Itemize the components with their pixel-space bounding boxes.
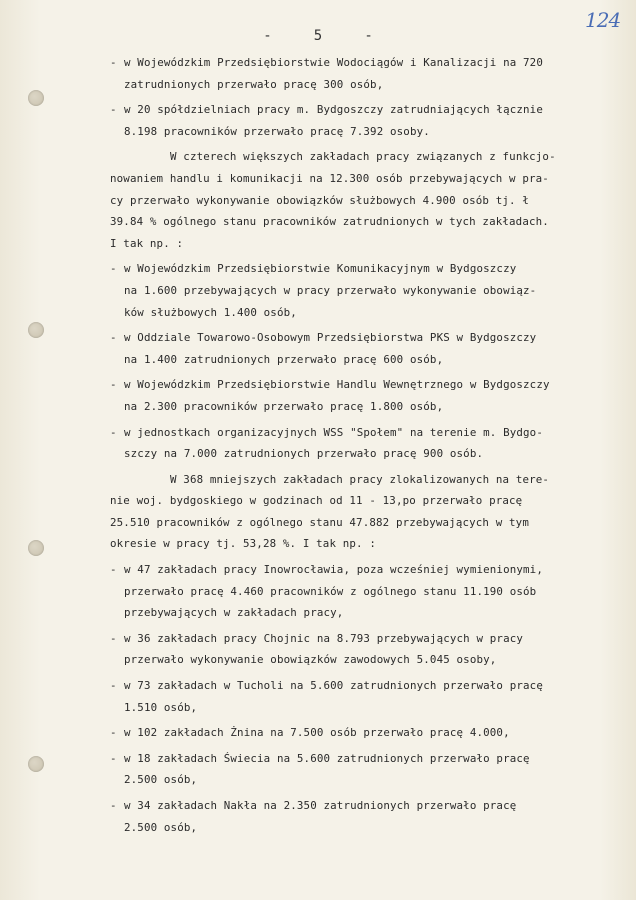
- bullet-dash: -: [110, 751, 117, 765]
- list-item: [110, 52, 630, 95]
- bullet-dash: -: [110, 679, 117, 693]
- text-line: na 1.600 przebywających w pracy przerwało wykonywanie obowiąz-: [124, 283, 537, 297]
- text-line: na 2.300 pracowników przerwało pracę 1.800 osób,: [124, 399, 444, 413]
- list-item: [110, 99, 630, 142]
- text-line: w 36 zakładach pracy Chojnic na 8.793 przebywających w pracy: [124, 631, 524, 645]
- bullet-dash: -: [110, 103, 117, 117]
- text-line: w Wojewódzkim Przedsiębiorstwie Wodociągów i Kanalizacji na 720: [124, 56, 543, 69]
- punch-hole: [28, 322, 44, 338]
- text-line: w 18 zakładach Świecia na 5.600 zatrudnionych przerwało pracę: [124, 751, 530, 765]
- text-line: przebywających w zakładach pracy,: [124, 606, 344, 620]
- list-item: [110, 628, 630, 671]
- document-body: [110, 52, 630, 838]
- text-line: 39.84 % ogólnego stanu pracowników zatrudnionych w tych zakładach.: [110, 215, 549, 229]
- list-item: [110, 748, 630, 791]
- text-line: cy przerwało wykonywanie obowiązków służbowych 4.900 osób tj. ł: [110, 193, 529, 207]
- page-number-dash-left: -: [263, 28, 272, 44]
- text-line: 2.500 osób,: [124, 820, 198, 834]
- text-line: okresie w pracy tj. 53,28 %. I tak np. :: [110, 537, 377, 551]
- text-line: w Oddziale Towarowo-Osobowym Przedsiębiorstwa PKS w Bydgoszczy: [124, 331, 537, 345]
- bullet-dash: -: [110, 262, 117, 276]
- paragraph: [110, 146, 630, 254]
- list-item: [110, 722, 630, 744]
- punch-hole: [28, 756, 44, 772]
- text-line: w 47 zakładach pracy Inowrocławia, poza wcześniej wymienionymi,: [124, 563, 543, 577]
- bullet-dash: -: [110, 631, 117, 645]
- text-line: 25.510 pracowników z ogólnego stanu 47.882 przebywających w tym: [110, 515, 529, 529]
- bullet-dash: -: [110, 726, 117, 740]
- text-line: nie woj. bydgoskiego w godzinach od 11 - 13,po przerwało pracę: [110, 494, 523, 508]
- list-item: [110, 795, 630, 838]
- page-number: 5: [313, 28, 323, 44]
- text-line: szczy na 7.000 zatrudnionych przerwało pracę 900 osób.: [124, 447, 484, 461]
- bullet-dash: -: [110, 425, 117, 439]
- list-item: [110, 327, 630, 370]
- bullet-dash: -: [110, 56, 117, 69]
- page-number-line: [0, 28, 636, 44]
- punch-hole: [28, 540, 44, 556]
- text-line: 2.500 osób,: [124, 773, 198, 787]
- text-line: w Wojewódzkim Przedsiębiorstwie Komunikacyjnym w Bydgoszczy: [124, 262, 517, 276]
- text-line: na 1.400 zatrudnionych przerwało pracę 600 osób,: [124, 352, 444, 366]
- list-item: [110, 559, 630, 624]
- text-line: w jednostkach organizacyjnych WSS "Społem" na terenie m. Bydgo-: [124, 425, 543, 439]
- bullet-dash: -: [110, 563, 117, 577]
- text-line: W czterech większych zakładach pracy związanych z funkcjo-: [170, 150, 556, 164]
- paragraph: [110, 469, 630, 555]
- bullet-dash: -: [110, 378, 117, 392]
- text-line: przerwało wykonywanie obowiązków zawodowych 5.045 osoby,: [124, 653, 497, 667]
- archive-number: 124: [585, 8, 621, 32]
- text-line: ków służbowych 1.400 osób,: [124, 305, 297, 319]
- list-item: [110, 374, 630, 417]
- text-line: w 73 zakładach w Tucholi na 5.600 zatrudnionych przerwało pracę: [124, 679, 543, 693]
- text-line: przerwało pracę 4.460 pracowników z ogólnego stanu 11.190 osób: [124, 584, 537, 598]
- text-line: w 102 zakładach Żnina na 7.500 osób przerwało pracę 4.000,: [124, 726, 510, 740]
- text-line: I tak np. :: [110, 236, 184, 250]
- text-line: w Wojewódzkim Przedsiębiorstwie Handlu Wewnętrznego w Bydgoszczy: [124, 378, 550, 392]
- text-line: nowaniem handlu i komunikacji na 12.300 osób przebywających w pra-: [110, 171, 549, 185]
- list-item: [110, 258, 630, 323]
- list-item: [110, 422, 630, 465]
- bullet-dash: -: [110, 331, 117, 345]
- bullet-dash: -: [110, 799, 117, 812]
- text-line: 1.510 osób,: [124, 700, 198, 714]
- text-line: w 34 zakładach Nakła na 2.350 zatrudnionych przerwało pracę: [124, 799, 517, 812]
- page-number-dash-right: -: [364, 28, 373, 44]
- list-item: [110, 675, 630, 718]
- text-line: w 20 spółdzielniach pracy m. Bydgoszczy zatrudniających łącznie: [124, 103, 543, 117]
- text-line: 8.198 pracowników przerwało pracę 7.392 osoby.: [124, 124, 430, 138]
- punch-hole: [28, 90, 44, 106]
- text-line: W 368 mniejszych zakładach pracy zlokalizowanych na tere-: [170, 472, 550, 486]
- text-line: zatrudnionych przerwało pracę 300 osób,: [124, 77, 384, 91]
